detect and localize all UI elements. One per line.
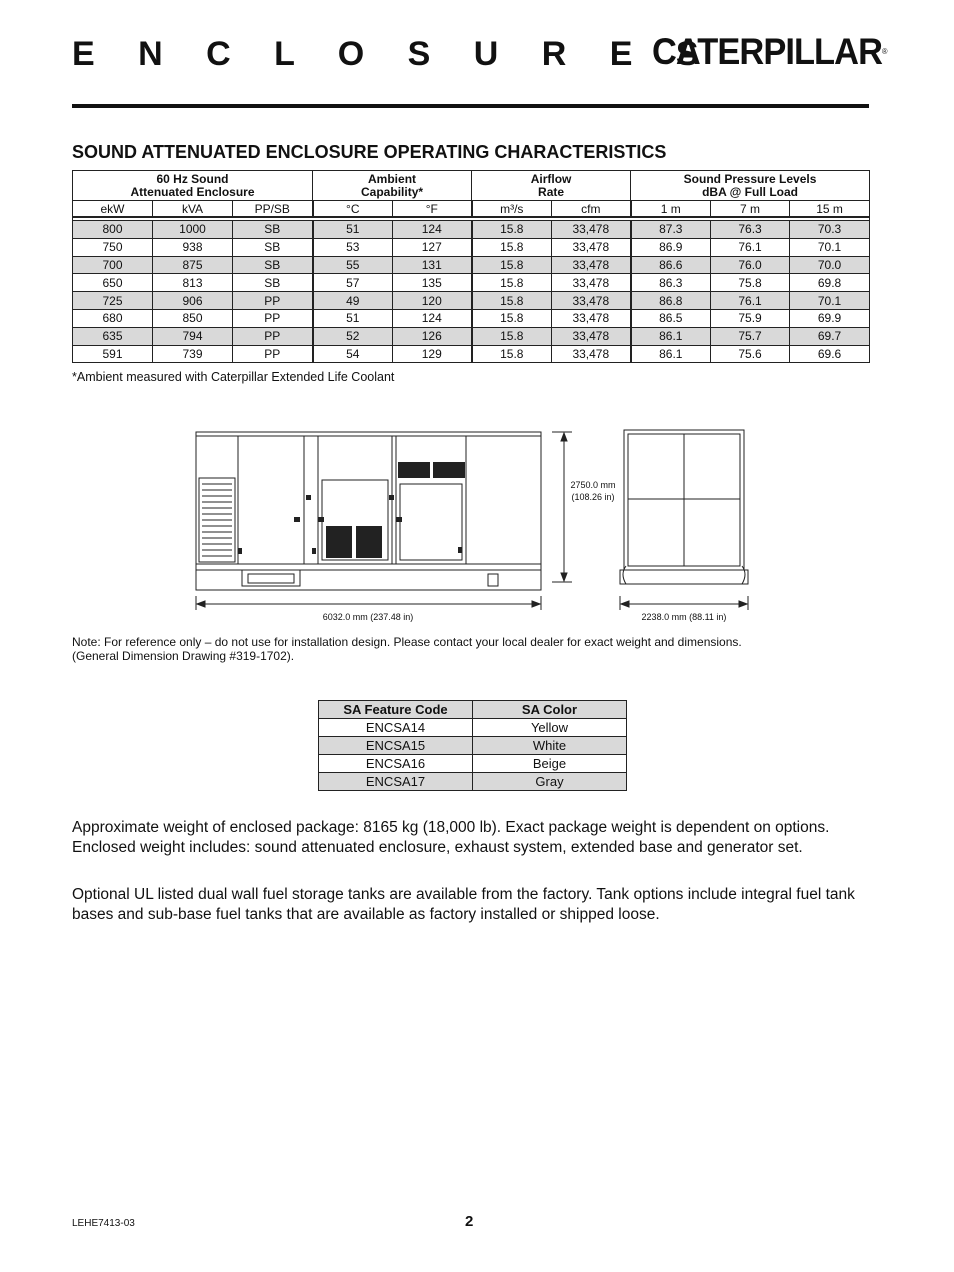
color-table-row: [319, 737, 627, 755]
table-cell: 129: [393, 345, 472, 363]
table-cell: 33,478: [552, 345, 631, 363]
table-cell: 15.8: [472, 238, 552, 256]
header-rule: [72, 104, 869, 108]
registered-mark: ®: [881, 47, 888, 56]
table-row: [73, 345, 870, 363]
ambient-footnote: *Ambient measured with Caterpillar Extended Life Coolant: [72, 370, 395, 384]
table-cell: 57: [313, 274, 393, 292]
table-cell: 76.3: [711, 221, 790, 239]
table-cell: 120: [393, 292, 472, 310]
table-cell: 813: [153, 274, 233, 292]
table-cell: 650: [73, 274, 153, 292]
table-cell: 135: [393, 274, 472, 292]
table-cell: 70.3: [790, 221, 870, 239]
column-header: ekW: [73, 201, 153, 218]
group-header-ambient: Ambient Capability*: [313, 171, 472, 201]
group-header-sound: Sound Pressure Levels dBA @ Full Load: [631, 171, 870, 201]
side-door-3: [396, 436, 466, 564]
feature-code-cell: ENCSA14: [319, 719, 473, 737]
table-cell: 131: [393, 256, 472, 274]
table-cell: 54: [313, 345, 393, 363]
logo-text: CATERPILLAR: [652, 31, 882, 72]
table-cell: 75.9: [711, 309, 790, 327]
table-cell: 591: [73, 345, 153, 363]
table-cell: 875: [153, 256, 233, 274]
table-cell: 53: [313, 238, 393, 256]
table-cell: 75.7: [711, 327, 790, 345]
column-header: 7 m: [711, 201, 790, 218]
table-cell: 33,478: [552, 221, 631, 239]
table-cell: 15.8: [472, 327, 552, 345]
table-cell: 55: [313, 256, 393, 274]
table-cell: 86.9: [631, 238, 711, 256]
table-cell: 680: [73, 309, 153, 327]
table-cell: SB: [233, 221, 313, 239]
table-cell: SB: [233, 274, 313, 292]
table-cell: 725: [73, 292, 153, 310]
table-cell: 700: [73, 256, 153, 274]
table-cell: 127: [393, 238, 472, 256]
table-cell: 86.1: [631, 345, 711, 363]
table-cell: 69.9: [790, 309, 870, 327]
table-cell: 76.1: [711, 238, 790, 256]
column-header: °F: [393, 201, 472, 218]
table-cell: SB: [233, 256, 313, 274]
table-cell: 33,478: [552, 256, 631, 274]
table-cell: 76.0: [711, 256, 790, 274]
table-cell: 70.1: [790, 292, 870, 310]
color-name-cell: Beige: [473, 755, 627, 773]
table-cell: 15.8: [472, 274, 552, 292]
table-cell: 124: [393, 221, 472, 239]
column-header: cfm: [552, 201, 631, 218]
column-header: °C: [313, 201, 393, 218]
operating-characteristics-table: [72, 170, 870, 363]
table-cell: 52: [313, 327, 393, 345]
table-cell: 635: [73, 327, 153, 345]
note-line-2: (General Dimension Drawing #319-1702).: [72, 649, 295, 663]
table-cell: 126: [393, 327, 472, 345]
table-cell: 51: [313, 309, 393, 327]
table-cell: 69.7: [790, 327, 870, 345]
table-cell: SB: [233, 238, 313, 256]
feature-code-cell: ENCSA15: [319, 737, 473, 755]
length-label: 6032.0 mm (237.48 in): [322, 612, 414, 622]
caterpillar-logo: [652, 32, 887, 72]
dimension-drawing: [190, 424, 760, 626]
table-cell: 15.8: [472, 221, 552, 239]
group-header-enclosure: 60 Hz Sound Attenuated Enclosure: [73, 171, 313, 201]
color-table-row: [319, 719, 627, 737]
table-cell: 15.8: [472, 256, 552, 274]
table-cell: 33,478: [552, 309, 631, 327]
table-cell: 124: [393, 309, 472, 327]
color-table-header-code: SA Feature Code: [319, 701, 473, 719]
table-row: [73, 292, 870, 310]
column-header: 1 m: [631, 201, 711, 218]
table-cell: PP: [233, 345, 313, 363]
table-cell: PP: [233, 309, 313, 327]
page-title: E N C L O S U R E S: [72, 35, 716, 73]
table-cell: 86.3: [631, 274, 711, 292]
column-header: kVA: [153, 201, 233, 218]
table-row: [73, 327, 870, 345]
group-header-airflow: Airflow Rate: [472, 171, 631, 201]
table-cell: 739: [153, 345, 233, 363]
color-name-cell: Gray: [473, 773, 627, 791]
height-mm-label: 2750.0 mm: [570, 480, 616, 490]
note-line-1: Note: For reference only – do not use for installation design. Please contact your local dealer for exact weight and dimensions.: [72, 635, 742, 649]
table-cell: 86.6: [631, 256, 711, 274]
table-cell: 69.6: [790, 345, 870, 363]
table-cell: 15.8: [472, 345, 552, 363]
table-cell: PP: [233, 292, 313, 310]
column-header: m³/s: [472, 201, 552, 218]
color-name-cell: White: [473, 737, 627, 755]
table-cell: 1000: [153, 221, 233, 239]
table-cell: 750: [73, 238, 153, 256]
color-name-cell: Yellow: [473, 719, 627, 737]
table-cell: 49: [313, 292, 393, 310]
feature-code-cell: ENCSA17: [319, 773, 473, 791]
table-cell: 70.1: [790, 238, 870, 256]
table-cell: 75.8: [711, 274, 790, 292]
fuel-tank-paragraph: Optional UL listed dual wall fuel storage tanks are available from the factory. Tank options include integral fuel tank bases and sub-base fuel tanks that are available as factory installed or shipped loose.: [72, 886, 855, 923]
table-cell: 794: [153, 327, 233, 345]
table-row: [73, 256, 870, 274]
table-cell: 75.6: [711, 345, 790, 363]
table-row: [73, 221, 870, 239]
document-id: LEHE7413-03: [72, 1218, 135, 1229]
side-view-outline: [196, 432, 541, 590]
table-cell: 938: [153, 238, 233, 256]
table-cell: 33,478: [552, 327, 631, 345]
table-cell: 86.5: [631, 309, 711, 327]
table-row: [73, 238, 870, 256]
side-door-1: [238, 436, 304, 564]
weight-paragraph: Approximate weight of enclosed package: 8165 kg (18,000 lb). Exact package weight is dependent on options. Enclosed weight includes: sound attenuated enclosure, exhaust system, extended base and generator set.: [72, 819, 830, 856]
feature-code-cell: ENCSA16: [319, 755, 473, 773]
table-cell: 33,478: [552, 238, 631, 256]
table-cell: 69.8: [790, 274, 870, 292]
table-cell: 33,478: [552, 292, 631, 310]
height-in-label: (108.26 in): [571, 492, 615, 502]
table-cell: 86.8: [631, 292, 711, 310]
table-cell: 906: [153, 292, 233, 310]
table-row: [73, 274, 870, 292]
table-cell: 76.1: [711, 292, 790, 310]
table-cell: PP: [233, 327, 313, 345]
table-cell: 86.1: [631, 327, 711, 345]
color-table-header-color: SA Color: [473, 701, 627, 719]
reference-note: [72, 635, 872, 663]
column-header: 15 m: [790, 201, 870, 218]
table-cell: 15.8: [472, 309, 552, 327]
color-feature-table: [318, 700, 627, 791]
width-label: 2238.0 mm (88.11 in): [641, 612, 727, 622]
table-cell: 87.3: [631, 221, 711, 239]
table-cell: 850: [153, 309, 233, 327]
table-cell: 51: [313, 221, 393, 239]
table-cell: 33,478: [552, 274, 631, 292]
color-table-row: [319, 755, 627, 773]
table-cell: 15.8: [472, 292, 552, 310]
table-cell: 70.0: [790, 256, 870, 274]
table-row: [73, 309, 870, 327]
column-header: PP/SB: [233, 201, 313, 218]
page-number: 2: [465, 1213, 474, 1230]
section-heading: SOUND ATTENUATED ENCLOSURE OPERATING CHARACTERISTICS: [72, 142, 667, 162]
color-table-row: [319, 773, 627, 791]
table-cell: 800: [73, 221, 153, 239]
